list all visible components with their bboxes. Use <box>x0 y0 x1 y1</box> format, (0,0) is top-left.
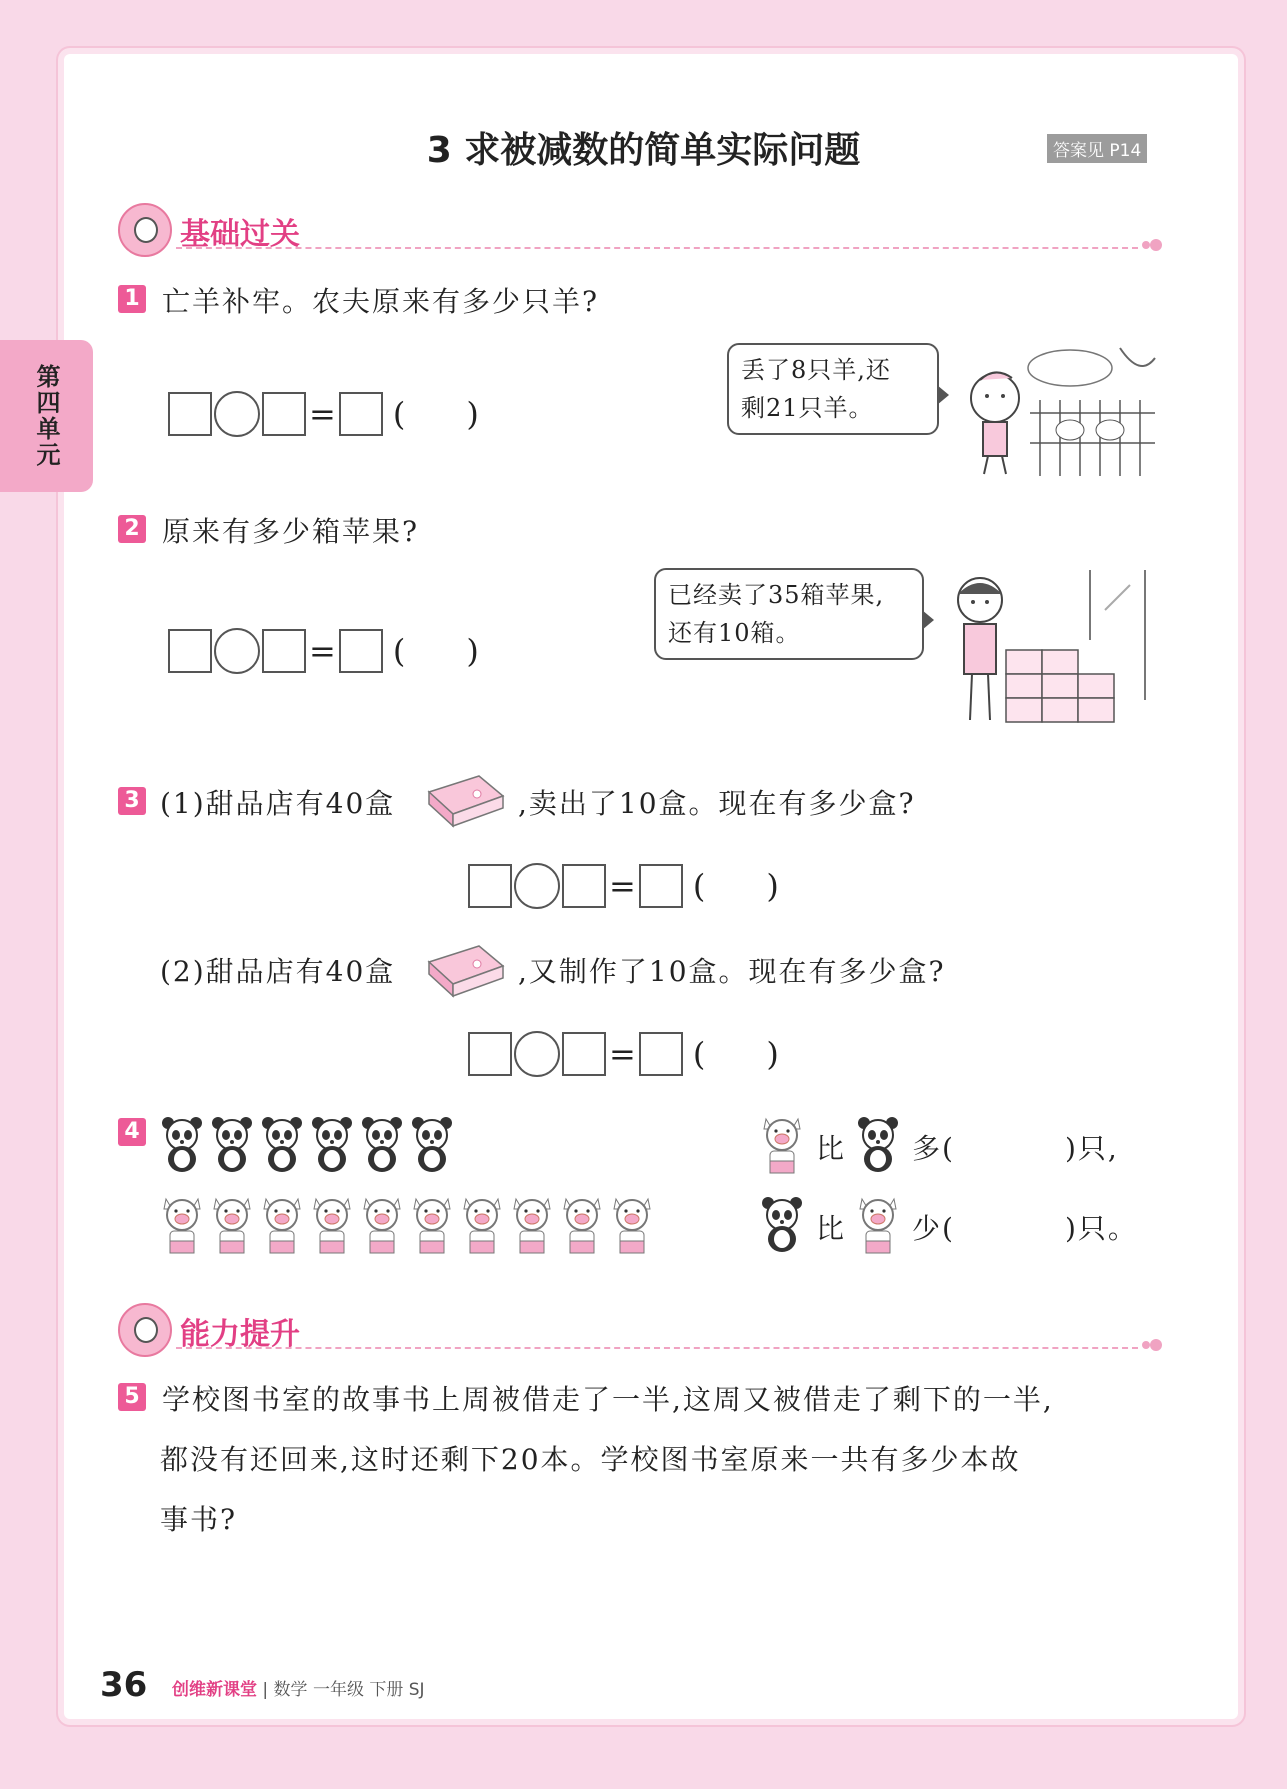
panda-row <box>160 1115 460 1175</box>
compare-word: 比 <box>816 1212 847 1245</box>
panda-icon <box>760 1195 804 1255</box>
compare-word: 少( <box>912 1212 955 1245</box>
answer-reference-badge: 答案见 P14 <box>1047 134 1147 163</box>
blank-box[interactable] <box>468 864 512 908</box>
blank-box[interactable] <box>562 1032 606 1076</box>
question-text-part2: (2)甜品店有40盒 <box>160 955 396 988</box>
question-text-line: 都没有还回来,这时还剩下20本。学校图书室原来一共有多少本故 <box>160 1443 1021 1476</box>
equals-sign: = <box>309 632 336 670</box>
footer-info <box>172 1675 425 1700</box>
operator-circle[interactable] <box>214 628 260 674</box>
pig-icon <box>360 1195 404 1255</box>
operator-circle[interactable] <box>514 1031 560 1077</box>
section-header-basic <box>118 203 1158 253</box>
blank-box[interactable] <box>262 392 306 436</box>
equals-sign: = <box>609 867 636 905</box>
blank-box[interactable] <box>262 629 306 673</box>
question-text-line: 事书? <box>160 1503 238 1536</box>
compare-line-1 <box>760 1115 1119 1179</box>
pig-icon <box>410 1195 454 1255</box>
page-number: 36 <box>100 1665 148 1705</box>
farmer-sheep-pen-icon <box>950 338 1160 478</box>
compare-word: 比 <box>816 1132 847 1165</box>
answer-equation <box>468 1030 779 1078</box>
unit-blank[interactable]: ( ) <box>392 632 479 670</box>
section-title: 能力提升 <box>180 1317 300 1352</box>
question-text-part1-end: ,卖出了10盒。现在有多少盒? <box>518 787 916 820</box>
compare-end: )只, <box>1065 1132 1119 1165</box>
pig-icon <box>160 1195 204 1255</box>
equals-sign: = <box>609 1035 636 1073</box>
decoration-dots-icon <box>1142 239 1158 255</box>
operator-circle[interactable] <box>214 391 260 437</box>
panda-icon <box>210 1115 254 1175</box>
pig-icon <box>210 1195 254 1255</box>
operator-circle[interactable] <box>514 863 560 909</box>
pig-icon <box>310 1195 354 1255</box>
blank-box[interactable] <box>562 864 606 908</box>
question-text-part2-end: ,又制作了10盒。现在有多少盒? <box>518 955 946 988</box>
question-text: 原来有多少箱苹果? <box>162 515 420 548</box>
bubble-line: 还有10箱。 <box>668 619 801 647</box>
answer-equation <box>168 390 479 438</box>
unit-blank[interactable]: ( ) <box>692 1035 779 1073</box>
panda-icon <box>410 1115 454 1175</box>
speech-bubble <box>654 568 924 660</box>
section-divider <box>176 247 1138 249</box>
question-number: 4 <box>118 1118 146 1146</box>
section-divider <box>176 1347 1138 1349</box>
pig-icon <box>560 1195 604 1255</box>
bubble-line: 丢了8只羊,还 <box>741 356 891 384</box>
question-number: 2 <box>118 515 146 543</box>
blank-box[interactable] <box>468 1032 512 1076</box>
unit-blank[interactable]: ( ) <box>392 395 479 433</box>
question-number: 3 <box>118 787 146 815</box>
unit-blank[interactable]: ( ) <box>692 867 779 905</box>
pig-row <box>160 1195 660 1255</box>
page-title: 3 求被减数的简单实际问题 <box>426 130 861 171</box>
speech-bubble <box>727 343 939 435</box>
blank-box[interactable] <box>339 392 383 436</box>
bubble-line: 剩21只羊。 <box>741 394 874 422</box>
pig-icon <box>760 1115 804 1175</box>
question-text-part1: (1)甜品店有40盒 <box>160 787 396 820</box>
blank-box[interactable] <box>639 1032 683 1076</box>
question-text: 亡羊补牢。农夫原来有多少只羊? <box>162 285 600 318</box>
question-text-line: 学校图书室的故事书上周被借走了一半,这周又被借走了剩下的一半, <box>162 1383 1054 1416</box>
question-number: 5 <box>118 1383 146 1411</box>
panda-icon <box>160 1115 204 1175</box>
panda-icon <box>310 1115 354 1175</box>
blank-box[interactable] <box>639 864 683 908</box>
blank-box[interactable] <box>168 629 212 673</box>
footer-subject: | 数学 一年级 下册 SJ <box>262 1680 425 1700</box>
answer-equation <box>168 627 479 675</box>
pig-icon <box>510 1195 554 1255</box>
panda-icon <box>856 1115 900 1175</box>
section-header-advanced <box>118 1303 1158 1353</box>
compare-word: 多( <box>912 1132 955 1165</box>
dessert-box-icon <box>425 770 505 828</box>
equals-sign: = <box>309 395 336 433</box>
blank-box[interactable] <box>339 629 383 673</box>
decoration-dots-icon <box>1142 1339 1158 1355</box>
footer-brand: 创维新课堂 <box>172 1680 257 1700</box>
question-number: 1 <box>118 285 146 313</box>
unit-side-tab <box>0 340 93 492</box>
pig-icon <box>856 1195 900 1255</box>
panda-icon <box>260 1115 304 1175</box>
pig-icon <box>260 1195 304 1255</box>
panda-icon <box>360 1115 404 1175</box>
dessert-box-icon <box>425 940 505 998</box>
answer-equation <box>468 862 779 910</box>
pig-icon <box>610 1195 654 1255</box>
unit-label: 第四单元 <box>32 364 60 468</box>
bubble-line: 已经卖了35箱苹果, <box>668 581 885 609</box>
monkey-avatar-icon <box>118 1303 172 1357</box>
girl-avatar-icon <box>118 203 172 257</box>
compare-end: )只。 <box>1065 1212 1138 1245</box>
girl-apple-boxes-icon <box>940 570 1160 730</box>
section-title: 基础过关 <box>180 217 300 252</box>
compare-line-2 <box>760 1195 1138 1259</box>
pig-icon <box>460 1195 504 1255</box>
blank-box[interactable] <box>168 392 212 436</box>
